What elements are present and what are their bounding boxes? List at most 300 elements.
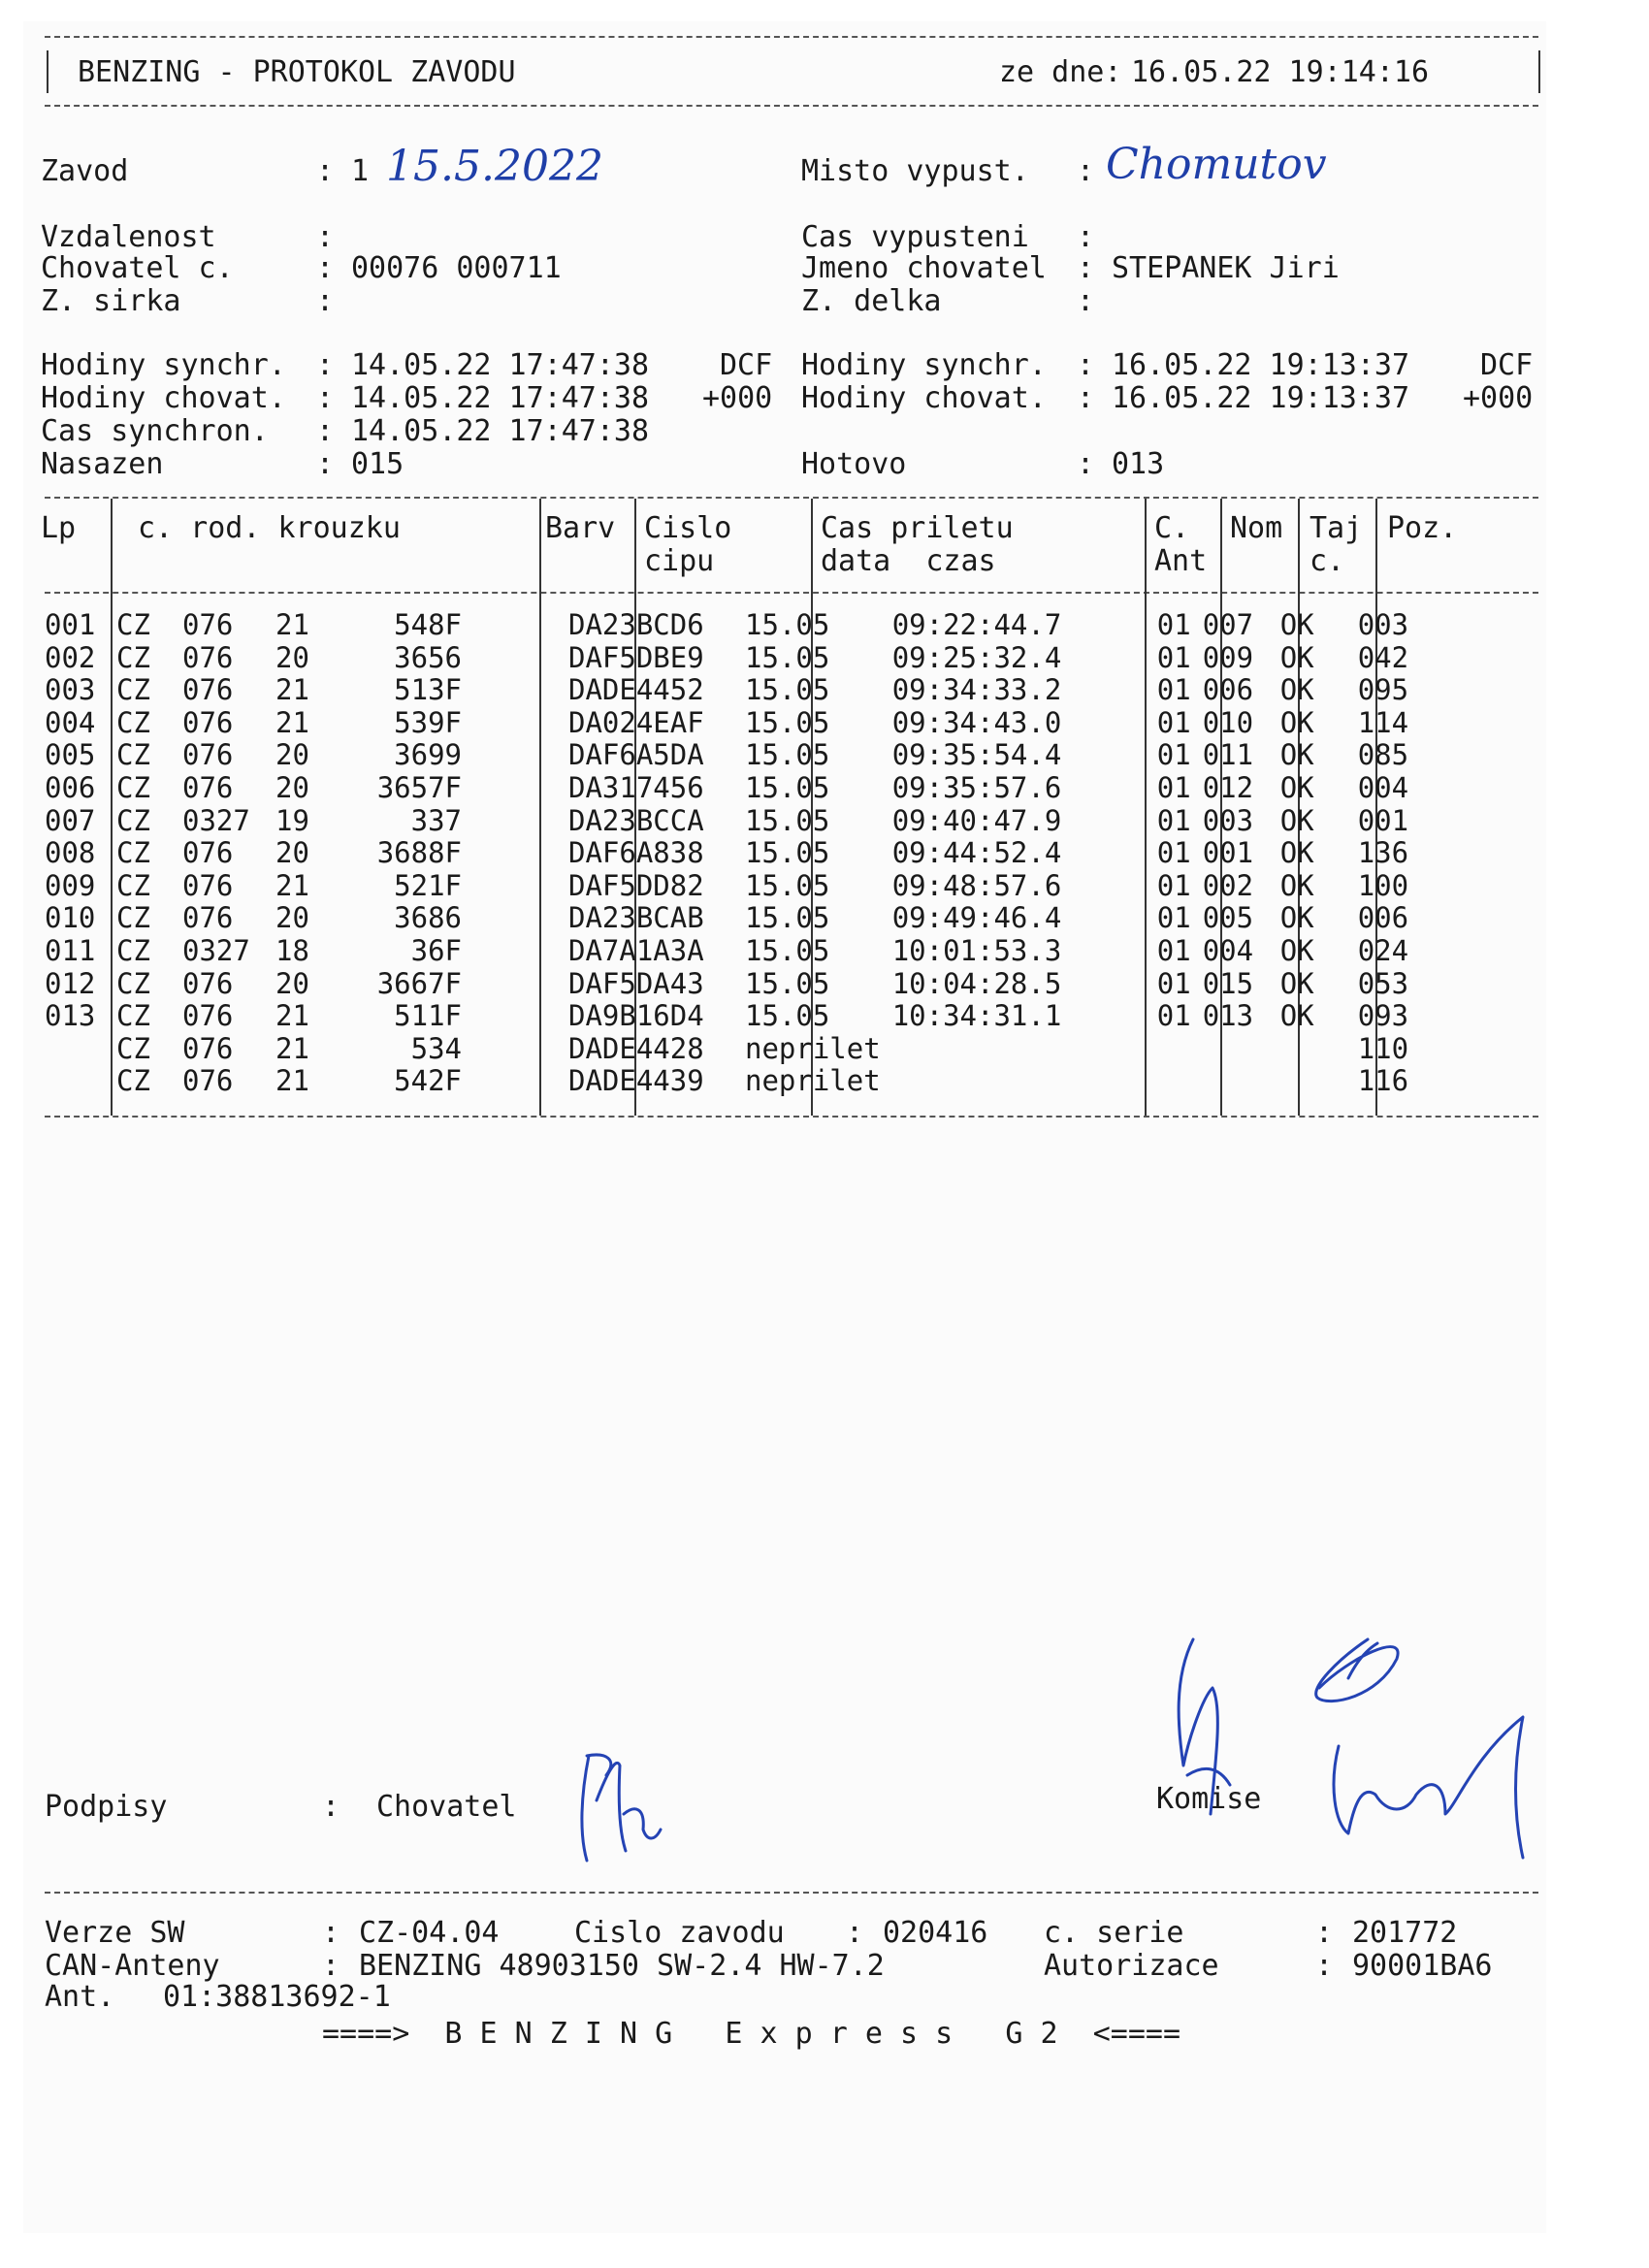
- row-chip: DAF5DBE9: [568, 640, 704, 674]
- row-chip: DA23BCD6: [568, 608, 704, 641]
- row-org: 076: [182, 836, 234, 870]
- row-taj: OK: [1279, 933, 1314, 967]
- zavod-value: 1: [351, 154, 370, 188]
- chovatel-value: 00076 000711: [351, 251, 562, 285]
- row-poz: 024: [1357, 933, 1409, 967]
- vzdalenost-colon: :: [316, 220, 335, 254]
- serie-colon: :: [1315, 1916, 1334, 1950]
- zavod-colon: :: [316, 154, 335, 188]
- header-left-bar: [47, 50, 48, 93]
- row-chip: DA317456: [568, 770, 704, 804]
- row-poz: 114: [1357, 705, 1409, 739]
- row-year: 21: [275, 1064, 309, 1098]
- row-org: 076: [182, 705, 234, 739]
- row-ant: [1121, 1065, 1197, 1098]
- left-synchr-label: Hodiny synchr.: [41, 348, 286, 382]
- row-date: 15.05: [745, 803, 830, 837]
- row-date: 15.05: [745, 640, 830, 674]
- hotovo-colon: :: [1077, 447, 1095, 481]
- row-ant: 01: [1156, 738, 1191, 772]
- row-year: 21: [275, 868, 309, 902]
- right-synchr-flag: DCF: [1480, 348, 1534, 382]
- cislo-zavodu-label: Cislo zavodu: [574, 1916, 785, 1950]
- row-chip: DA23BCCA: [568, 803, 704, 837]
- row-barv: [468, 1033, 563, 1066]
- hotovo-value: 013: [1112, 447, 1165, 481]
- row-ring: 3686: [394, 901, 462, 935]
- row-country: CZ: [116, 608, 150, 641]
- row-org: 076: [182, 868, 234, 902]
- row-country: CZ: [116, 738, 150, 772]
- row-ring: 36F: [410, 933, 462, 967]
- verze-value: CZ-04.04: [359, 1916, 500, 1950]
- table-row: [39, 609, 1449, 642]
- podpisy-colon: :: [322, 1790, 340, 1824]
- row-time: 09:40:47.9: [891, 803, 1062, 837]
- row-time: 09:35:54.4: [891, 738, 1062, 772]
- chovatel-signature: [567, 1736, 694, 1872]
- row-ant: 01: [1156, 836, 1191, 870]
- row-country: CZ: [116, 640, 150, 674]
- vzdalenost-label: Vzdalenost: [41, 220, 216, 254]
- row-poz: 136: [1357, 836, 1409, 870]
- serie-label: c. serie: [1044, 1916, 1184, 1950]
- row-date: 15.05: [745, 673, 830, 707]
- row-date: 15.05: [745, 705, 830, 739]
- row-time: 09:22:44.7: [891, 608, 1062, 641]
- row-org: 076: [182, 999, 234, 1033]
- row-lp: 006: [45, 770, 96, 804]
- row-time: 09:49:46.4: [891, 901, 1062, 935]
- row-org: 0327: [182, 803, 250, 837]
- row-time: 09:25:32.4: [891, 640, 1062, 674]
- row-country: CZ: [116, 770, 150, 804]
- row-nom: 012: [1202, 770, 1254, 804]
- row-poz: 085: [1357, 738, 1409, 772]
- row-poz: 003: [1357, 608, 1409, 641]
- row-chip: DADE4452: [568, 673, 704, 707]
- header-lp: Lp: [41, 511, 77, 545]
- row-nom: 003: [1202, 803, 1254, 837]
- row-country: CZ: [116, 1064, 150, 1098]
- row-nom: 011: [1202, 738, 1254, 772]
- row-time: [887, 1065, 1121, 1098]
- row-chip: DA23BCAB: [568, 901, 704, 935]
- z-sirka-label: Z. sirka: [41, 284, 181, 318]
- row-country: CZ: [116, 901, 150, 935]
- row-taj: OK: [1279, 673, 1314, 707]
- row-nom: 013: [1202, 999, 1254, 1033]
- row-year: 21: [275, 608, 309, 641]
- header-cas-line1: Cas priletu: [821, 511, 1014, 545]
- header-nom: Nom: [1230, 511, 1283, 545]
- row-lp: [39, 1033, 111, 1066]
- row-taj: OK: [1279, 705, 1314, 739]
- row-lp: 004: [45, 705, 96, 739]
- row-barv: [468, 968, 563, 1001]
- autorizace-label: Autorizace: [1044, 1949, 1219, 1983]
- row-time: [887, 1033, 1121, 1066]
- row-year: 21: [275, 705, 309, 739]
- row-chip: DAF5DA43: [568, 966, 704, 1000]
- nasazen-value: 015: [351, 447, 404, 481]
- row-taj: OK: [1279, 640, 1314, 674]
- table-row: [39, 837, 1449, 870]
- row-ant: 01: [1156, 608, 1191, 641]
- row-ring: 539F: [394, 705, 462, 739]
- row-barv: [468, 707, 563, 740]
- row-country: CZ: [116, 966, 150, 1000]
- row-chip: DAF6A838: [568, 836, 704, 870]
- cas-vypusteni-label: Cas vypusteni: [801, 220, 1029, 254]
- row-date: 15.05: [745, 608, 830, 641]
- row-taj: OK: [1279, 901, 1314, 935]
- row-org: 0327: [182, 933, 250, 967]
- row-time: 10:04:28.5: [891, 966, 1062, 1000]
- right-chovat-label: Hodiny chovat.: [801, 381, 1047, 415]
- row-lp: 012: [45, 966, 96, 1000]
- table-row: [39, 1065, 1449, 1098]
- row-barv: [468, 642, 563, 675]
- row-lp: 008: [45, 836, 96, 870]
- row-year: 21: [275, 1031, 309, 1065]
- row-date: 15.05: [745, 770, 830, 804]
- row-barv: [468, 739, 563, 772]
- results-table: [39, 609, 1449, 1098]
- row-barv: [468, 1065, 563, 1098]
- row-date: 15.05: [745, 999, 830, 1033]
- chovatel-label: Chovatel c.: [41, 251, 234, 285]
- table-row: [39, 772, 1449, 805]
- autorizace-colon: :: [1315, 1949, 1334, 1983]
- row-barv: [468, 674, 563, 707]
- chovatel-signature-label: Chovatel: [376, 1790, 517, 1824]
- row-time: 09:35:57.6: [891, 770, 1062, 804]
- jmeno-colon: :: [1077, 251, 1095, 285]
- misto-label: Misto vypust.: [801, 154, 1029, 188]
- row-ant: 01: [1156, 803, 1191, 837]
- table-row: [39, 902, 1449, 935]
- row-lp: 010: [45, 901, 96, 935]
- row-country: CZ: [116, 933, 150, 967]
- row-org: 076: [182, 608, 234, 641]
- footer-rule: [45, 1892, 1538, 1894]
- header-taj-line2: c.: [1310, 544, 1345, 578]
- row-lp: 005: [45, 738, 96, 772]
- komise-signature-label: Komise: [1156, 1782, 1262, 1816]
- row-lp: 013: [45, 999, 96, 1033]
- header-cas-line2: data czas: [821, 544, 996, 578]
- row-ring: 3656: [394, 640, 462, 674]
- row-time: 09:48:57.6: [891, 868, 1062, 902]
- row-ring: 534: [410, 1031, 462, 1065]
- header-barv: Barv: [545, 511, 616, 545]
- cislo-zavodu-value: 020416: [883, 1916, 988, 1950]
- row-org: 076: [182, 966, 234, 1000]
- row-lp: 001: [45, 608, 96, 641]
- row-ant: 01: [1156, 966, 1191, 1000]
- podpisy-label: Podpisy: [45, 1790, 168, 1824]
- header-right-bar: [1538, 50, 1540, 93]
- left-chovat-colon: :: [316, 381, 335, 415]
- row-ring: 3667F: [376, 966, 462, 1000]
- cas-synchron-value: 14.05.22 17:47:38: [351, 414, 650, 448]
- z-delka-label: Z. delka: [801, 284, 942, 318]
- left-chovat-flag: +000: [702, 381, 773, 415]
- row-poz: 110: [1357, 1031, 1409, 1065]
- row-year: 20: [275, 966, 309, 1000]
- row-ant: [1121, 1033, 1197, 1066]
- row-chip: DA7A1A3A: [568, 933, 704, 967]
- row-poz: 100: [1357, 868, 1409, 902]
- row-nom: 004: [1202, 933, 1254, 967]
- row-taj: [1275, 1033, 1352, 1066]
- left-synchr-value: 14.05.22 17:47:38: [351, 348, 650, 382]
- table-row: [39, 1033, 1449, 1066]
- row-barv: [468, 609, 563, 642]
- row-lp: 002: [45, 640, 96, 674]
- header-taj-line1: Taj: [1310, 511, 1363, 545]
- row-date: 15.05: [745, 738, 830, 772]
- protocol-title: BENZING - PROTOKOL ZAVODU: [78, 55, 516, 89]
- table-row: [39, 642, 1449, 675]
- row-ant: 01: [1156, 901, 1191, 935]
- row-org: 076: [182, 640, 234, 674]
- row-time: 09:44:52.4: [891, 836, 1062, 870]
- row-ant: 01: [1156, 868, 1191, 902]
- autorizace-value: 90001BA6: [1352, 1949, 1493, 1983]
- row-ring: 3699: [394, 738, 462, 772]
- row-nom: 005: [1202, 901, 1254, 935]
- row-year: 20: [275, 738, 309, 772]
- row-taj: OK: [1279, 770, 1314, 804]
- row-country: CZ: [116, 1031, 150, 1065]
- header-top-rule: [45, 36, 1538, 38]
- results-table-body: [39, 609, 1449, 1098]
- row-ant: 01: [1156, 999, 1191, 1033]
- row-lp: [39, 1065, 111, 1098]
- row-date: neprilet: [745, 1031, 881, 1065]
- right-chovat-colon: :: [1077, 381, 1095, 415]
- row-year: 20: [275, 640, 309, 674]
- row-ring: 513F: [394, 673, 462, 707]
- row-date: neprilet: [745, 1064, 881, 1098]
- row-barv: [468, 870, 563, 903]
- header-cislo-line1: Cislo: [644, 511, 732, 545]
- table-row: [39, 870, 1449, 903]
- ant-value: 01:38813692-1: [163, 1980, 391, 2014]
- cislo-zavodu-colon: :: [846, 1916, 864, 1950]
- table-bottom-rule: [45, 1116, 1538, 1118]
- right-synchr-label: Hodiny synchr.: [801, 348, 1047, 382]
- row-ring: 521F: [394, 868, 462, 902]
- row-year: 21: [275, 999, 309, 1033]
- right-chovat-flag: +000: [1463, 381, 1534, 415]
- row-lp: 009: [45, 868, 96, 902]
- row-nom: 009: [1202, 640, 1254, 674]
- row-ant: 01: [1156, 933, 1191, 967]
- right-synchr-colon: :: [1077, 348, 1095, 382]
- row-poz: 001: [1357, 803, 1409, 837]
- verze-label: Verze SW: [45, 1916, 185, 1950]
- row-ring: 511F: [394, 999, 462, 1033]
- row-country: CZ: [116, 836, 150, 870]
- header-ant-line1: C.: [1154, 511, 1190, 545]
- z-sirka-colon: :: [316, 284, 335, 318]
- row-taj: OK: [1279, 868, 1314, 902]
- row-lp: 003: [45, 673, 96, 707]
- row-date: 15.05: [745, 836, 830, 870]
- header-poz: Poz.: [1387, 511, 1458, 545]
- table-row: [39, 707, 1449, 740]
- table-row: [39, 805, 1449, 838]
- row-poz: 004: [1357, 770, 1409, 804]
- row-year: 19: [275, 803, 309, 837]
- cas-vypusteni-colon: :: [1077, 220, 1095, 254]
- row-nom: [1197, 1033, 1275, 1066]
- row-barv: [468, 935, 563, 968]
- row-poz: 006: [1357, 901, 1409, 935]
- row-org: 076: [182, 673, 234, 707]
- jmeno-value: STEPANEK Jiri: [1112, 251, 1340, 285]
- row-year: 18: [275, 933, 309, 967]
- row-date: 15.05: [745, 966, 830, 1000]
- row-country: CZ: [116, 999, 150, 1033]
- row-ant: 01: [1156, 673, 1191, 707]
- row-lp: 007: [45, 803, 96, 837]
- row-chip: DA9B16D4: [568, 999, 704, 1033]
- ant-label: Ant.: [45, 1980, 115, 2014]
- row-ant: 01: [1156, 770, 1191, 804]
- left-synchr-colon: :: [316, 348, 335, 382]
- row-taj: OK: [1279, 999, 1314, 1033]
- row-time: 09:34:43.0: [891, 705, 1062, 739]
- header-krouzek: c. rod. krouzku: [138, 511, 401, 545]
- hotovo-label: Hotovo: [801, 447, 907, 481]
- row-ring: 3657F: [376, 770, 462, 804]
- komise-signature: [1154, 1620, 1562, 1872]
- row-country: CZ: [116, 868, 150, 902]
- row-nom: 007: [1202, 608, 1254, 641]
- row-nom: 002: [1202, 868, 1254, 902]
- row-ring: 337: [410, 803, 462, 837]
- row-chip: DAF5DD82: [568, 868, 704, 902]
- row-time: 10:34:31.1: [891, 999, 1062, 1033]
- table-top-rule: [45, 497, 1538, 499]
- table-row: [39, 739, 1449, 772]
- left-chovat-label: Hodiny chovat.: [41, 381, 286, 415]
- row-chip: DADE4439: [568, 1064, 704, 1098]
- row-taj: [1275, 1065, 1352, 1098]
- row-ant: 01: [1156, 640, 1191, 674]
- row-country: CZ: [116, 705, 150, 739]
- row-nom: 001: [1202, 836, 1254, 870]
- header-ant-line2: Ant: [1154, 544, 1208, 578]
- row-chip: DAF6A5DA: [568, 738, 704, 772]
- misto-handwritten: Chomutov: [1106, 140, 1327, 189]
- header-cislo-line2: cipu: [644, 544, 715, 578]
- row-barv: [468, 772, 563, 805]
- header-bottom-rule: [45, 105, 1538, 107]
- row-barv: [468, 837, 563, 870]
- right-chovat-value: 16.05.22 19:13:37: [1112, 381, 1410, 415]
- row-barv: [468, 805, 563, 838]
- serie-value: 201772: [1352, 1916, 1458, 1950]
- row-taj: OK: [1279, 966, 1314, 1000]
- row-ring: 542F: [394, 1064, 462, 1098]
- row-country: CZ: [116, 673, 150, 707]
- can-colon: :: [322, 1949, 340, 1983]
- row-taj: OK: [1279, 803, 1314, 837]
- row-nom: [1197, 1065, 1275, 1098]
- row-date: 15.05: [745, 933, 830, 967]
- row-nom: 006: [1202, 673, 1254, 707]
- row-org: 076: [182, 738, 234, 772]
- zavod-handwritten-date: 15.5.2022: [386, 142, 603, 191]
- row-poz: 053: [1357, 966, 1409, 1000]
- table-row: [39, 674, 1449, 707]
- date-label: ze dne:: [999, 55, 1122, 89]
- table-header-rule: [45, 592, 1538, 594]
- row-org: 076: [182, 901, 234, 935]
- chovatel-colon: :: [316, 251, 335, 285]
- row-lp: 011: [45, 933, 96, 967]
- row-taj: OK: [1279, 608, 1314, 641]
- row-ant: 01: [1156, 705, 1191, 739]
- can-value: BENZING 48903150 SW-2.4 HW-7.2: [359, 1949, 885, 1983]
- row-date: 15.05: [745, 901, 830, 935]
- row-ring: 548F: [394, 608, 462, 641]
- row-chip: DA024EAF: [568, 705, 704, 739]
- jmeno-label: Jmeno chovatel: [801, 251, 1047, 285]
- left-synchr-flag: DCF: [720, 348, 773, 382]
- row-barv: [468, 902, 563, 935]
- right-synchr-value: 16.05.22 19:13:37: [1112, 348, 1410, 382]
- row-year: 20: [275, 770, 309, 804]
- row-taj: OK: [1279, 738, 1314, 772]
- brand-banner: ====> B E N Z I N G E x p r e s s G 2 <====: [322, 2017, 1181, 2051]
- row-chip: DADE4428: [568, 1031, 704, 1065]
- row-ring: 3688F: [376, 836, 462, 870]
- can-label: CAN-Anteny: [45, 1949, 220, 1983]
- row-country: CZ: [116, 803, 150, 837]
- date-value: 16.05.22 19:14:16: [1131, 55, 1430, 89]
- row-year: 20: [275, 901, 309, 935]
- verze-colon: :: [322, 1916, 340, 1950]
- row-year: 20: [275, 836, 309, 870]
- cas-synchron-colon: :: [316, 414, 335, 448]
- row-time: 10:01:53.3: [891, 933, 1062, 967]
- row-nom: 010: [1202, 705, 1254, 739]
- zavod-label: Zavod: [41, 154, 129, 188]
- row-taj: OK: [1279, 836, 1314, 870]
- row-time: 09:34:33.2: [891, 673, 1062, 707]
- row-nom: 015: [1202, 966, 1254, 1000]
- row-poz: 093: [1357, 999, 1409, 1033]
- row-poz: 116: [1357, 1064, 1409, 1098]
- row-date: 15.05: [745, 868, 830, 902]
- left-chovat-value: 14.05.22 17:47:38: [351, 381, 650, 415]
- nasazen-label: Nasazen: [41, 447, 164, 481]
- cas-synchron-label: Cas synchron.: [41, 414, 269, 448]
- row-barv: [468, 1000, 563, 1033]
- table-row: [39, 968, 1449, 1001]
- row-year: 21: [275, 673, 309, 707]
- row-poz: 095: [1357, 673, 1409, 707]
- nasazen-colon: :: [316, 447, 335, 481]
- misto-colon: :: [1077, 154, 1095, 188]
- row-org: 076: [182, 770, 234, 804]
